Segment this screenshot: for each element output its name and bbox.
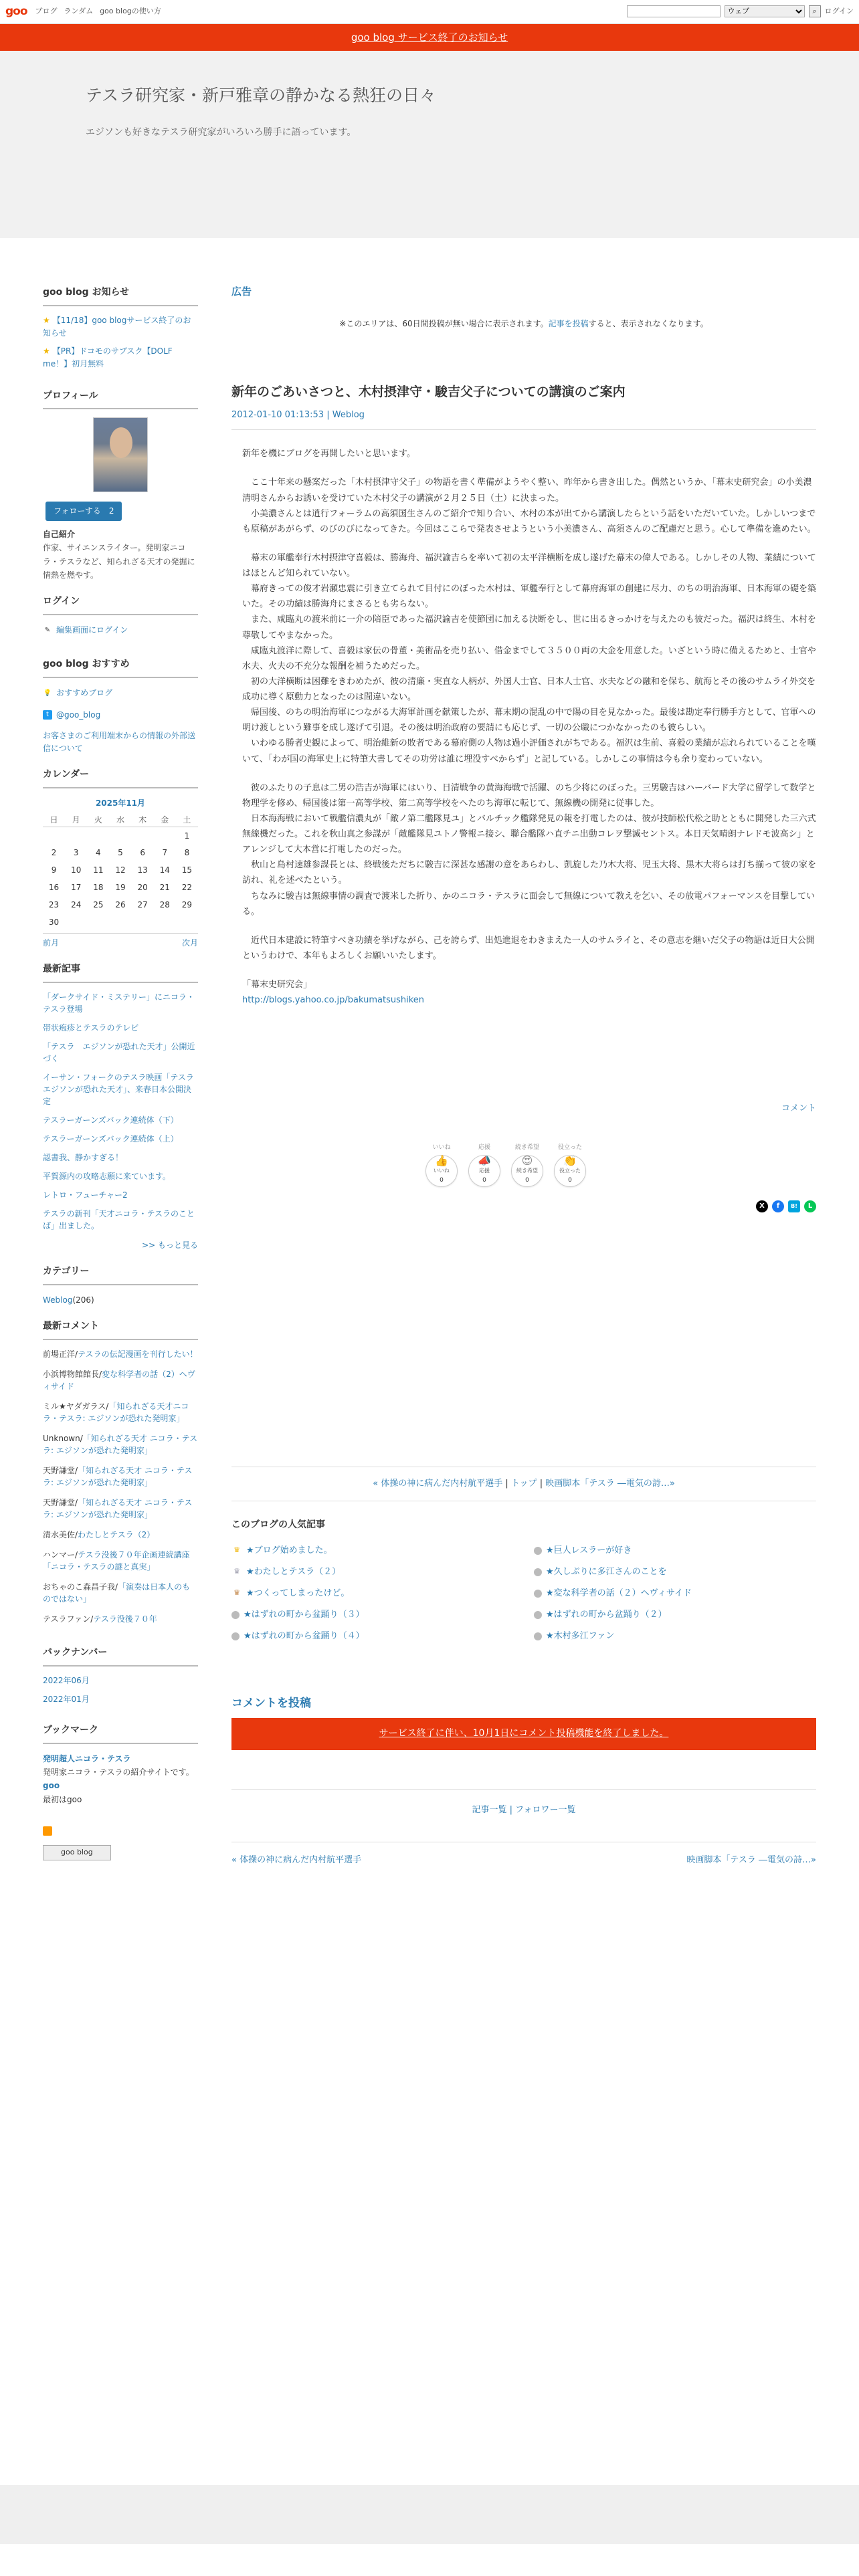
self-intro-label: 自己紹介 — [43, 529, 76, 539]
calendar-day: 1 — [184, 831, 190, 841]
edit-login-row[interactable] — [43, 623, 198, 637]
entry-body — [231, 446, 816, 1008]
calendar — [43, 796, 198, 950]
notices-heading: goo blog お知らせ — [43, 273, 198, 306]
login-heading: ログイン — [43, 582, 198, 615]
popular-entries — [231, 1540, 816, 1647]
bullet-icon — [534, 1632, 542, 1640]
search-icon[interactable]: ⌕ — [809, 5, 821, 17]
recent-entry-link[interactable]: テスラーガーンズバック連続体（上） — [43, 1134, 179, 1144]
x-share-icon[interactable]: X — [756, 1200, 768, 1212]
crown-icon: ♛ — [233, 1545, 240, 1555]
blog-header — [0, 51, 859, 238]
calendar-day: 27 — [137, 900, 148, 910]
recommend-heading: goo blog おすすめ — [43, 645, 198, 678]
calendar-day: 26 — [115, 900, 126, 910]
separator: / — [90, 1614, 94, 1624]
reaction-emoji-icon: 📣 — [478, 1154, 491, 1168]
calendar-day: 7 — [162, 848, 168, 858]
entry-meta: 2012-01-10 01:13:53 | Weblog — [231, 408, 816, 430]
calendar-day — [65, 827, 87, 845]
bullet-icon — [534, 1547, 542, 1555]
calendar-day — [87, 827, 109, 845]
category-heading: カテゴリー — [43, 1252, 198, 1285]
backnumber-link[interactable]: 2022年01月 — [43, 1694, 90, 1704]
blog-title[interactable]: テスラ研究家・新戸雅章の静かなる熱狂の日々 — [86, 86, 437, 105]
comment-author: 清水美佐 — [43, 1530, 76, 1540]
weekday-header: 金 — [154, 813, 176, 827]
entry-category[interactable]: Weblog — [332, 410, 365, 421]
comment-entry-link[interactable]: 「知られざる天才ニコラ・テスラ: エジソンが恐れた発明家」 — [43, 1402, 189, 1424]
reaction-circle[interactable] — [511, 1155, 543, 1187]
comment-entry-link[interactable]: 「知られざる天才 ニコラ・テスラ: エジソンが恐れた発明家」 — [43, 1434, 198, 1456]
entry-paragraph: 新年を機にブログを再開したいと思います。 — [242, 449, 415, 459]
comment-entry-link[interactable]: テスラ没後７０年企画連続講座「ニコラ・テスラの謎と真実」 — [43, 1550, 190, 1572]
popular-entry-link[interactable]: ★はずれの町から盆踊り（３） — [244, 1609, 365, 1620]
reaction-count: 0 — [440, 1176, 444, 1184]
comment-author: Unknown — [43, 1434, 80, 1444]
search-input[interactable] — [627, 5, 721, 17]
entry-list-links[interactable]: 記事一覧 | フォロワー一覧 — [231, 1789, 816, 1818]
reaction-emoji-icon: 👍 — [435, 1154, 448, 1168]
recommend-blog-link[interactable]: おすすめブログ — [56, 688, 113, 698]
comment-author: 小浜博物館館長 — [43, 1370, 100, 1380]
comment-item — [43, 1581, 198, 1605]
star-icon: ★ — [43, 315, 50, 325]
goo-logo[interactable]: goo — [5, 5, 27, 19]
separator: / — [75, 1550, 78, 1560]
popular-entry-link[interactable]: ★はずれの町から盆踊り（４） — [244, 1630, 365, 1641]
comment-item — [43, 1497, 198, 1521]
reaction-label: 役立った — [559, 1168, 581, 1174]
bullet-icon — [534, 1590, 542, 1598]
source-label: 「幕末史研究会」 — [242, 980, 312, 990]
comment-closed-notice[interactable]: サービス終了に伴い、10月1日にコメント投稿機能を終了しました。 — [231, 1718, 816, 1750]
calendar-day — [132, 914, 154, 932]
top-link-random[interactable]: ランダム — [64, 7, 94, 16]
reaction-button[interactable] — [511, 1143, 543, 1186]
calendar-day: 6 — [140, 848, 145, 858]
popular-entry-link[interactable]: ★木村多江ファン — [546, 1630, 615, 1641]
separator: / — [75, 1350, 78, 1360]
recent-entry-link[interactable]: テスラーガーンズバック連続体（下） — [43, 1115, 179, 1125]
calendar-day: 19 — [115, 883, 126, 893]
comment-entry-link[interactable]: テスラ没後７０年 — [93, 1614, 157, 1624]
popular-entry[interactable] — [231, 1540, 514, 1562]
goo-blog-twitter-link[interactable]: @goo_blog — [56, 710, 101, 720]
entry-paragraph: ここ十年来の懸案だった「木村摂津守父子」の物語を書く準備がようやく整い、昨年から書き出した。偶然というか、「幕末史研究会」の小美濃清明さんからお誘いを受けていた木村父子の講演が２月２５日（土）に決まった。 小美濃さんとは逍行フォーラムの高須国生さんのご紹介で知り合い、木村の本が出てから講演したらという話をいただいていた。しかしいつまでも原稿があがらず、のびのびになってきた。今回はここらで発表させようという小美濃さん、高須さんのご配慮だと思う。心して準備を進めたい。 — [242, 477, 816, 534]
reaction-buttons — [425, 1143, 816, 1186]
calendar-day: 15 — [181, 865, 193, 875]
reaction-label: いいね — [434, 1168, 450, 1174]
separator: / — [115, 1582, 118, 1592]
search-scope-select[interactable] — [725, 5, 805, 17]
comment-author: 天野謙堂 — [43, 1466, 76, 1476]
comment-author: おちゃのこ森昌子我 — [43, 1582, 116, 1592]
reaction-count: 0 — [525, 1176, 529, 1184]
top-navigation-bar — [0, 0, 859, 24]
popular-entry[interactable] — [231, 1583, 514, 1604]
page-footer — [0, 2485, 859, 2544]
reaction-caption: 続き希望 — [514, 1144, 539, 1152]
calendar-day: 29 — [181, 900, 193, 910]
recommend-blog-row[interactable] — [43, 686, 198, 700]
recent-entry-link[interactable]: 「ダークサイド・ミステリー」にニコラ・テスラ登場 — [43, 992, 195, 1014]
ad-notice: ※このエリアは、60日間投稿が無い場合に表示されます。記事を投稿すると、表示されなくなります。 — [339, 318, 708, 328]
popular-entry-link[interactable]: ★わたしとテスラ（２） — [246, 1566, 341, 1577]
backnumber-link[interactable]: 2022年06月 — [43, 1675, 90, 1685]
comment-item — [43, 1465, 198, 1489]
calendar-next-link[interactable]: 次月 — [181, 938, 198, 948]
edit-login-link[interactable]: 編集画面にログイン — [56, 625, 128, 635]
backnumber-heading: バックナンバー — [43, 1633, 198, 1667]
weekday-header: 木 — [132, 813, 154, 827]
calendar-day — [154, 827, 176, 845]
reaction-label: 応援 — [479, 1168, 490, 1174]
comment-entry-link[interactable]: 「知られざる天才 ニコラ・テスラ: エジソンが恐れた発明家」 — [43, 1466, 193, 1488]
calendar-day: 8 — [184, 848, 190, 858]
calendar-heading: カレンダー — [43, 755, 198, 788]
reaction-count: 0 — [568, 1176, 572, 1184]
entry-pager: « 体操の神に病んだ内村航平選手 | トップ | 映画脚本「テスラ ―電気の詩…» — [231, 1467, 816, 1501]
popular-entry[interactable] — [534, 1583, 816, 1604]
bottom-prev-link[interactable]: « 体操の神に病んだ内村航平選手 — [231, 1855, 362, 1866]
login-link[interactable]: ログイン — [824, 7, 854, 15]
popular-entry[interactable] — [534, 1604, 816, 1626]
facebook-share-icon[interactable]: f — [772, 1200, 784, 1212]
comment-author: ミル★ヤダガラス — [43, 1402, 106, 1412]
weekday-header: 火 — [87, 813, 109, 827]
separator: / — [80, 1434, 83, 1444]
reaction-circle[interactable] — [554, 1155, 586, 1187]
recent-entry-link[interactable]: イーサン・フォークのテスラ映画「テスラ エジソンが恐れた天才」、来春日本公開決定 — [43, 1072, 202, 1106]
calendar-day — [109, 827, 131, 845]
popular-entry-link[interactable]: ★変な科学者の話（２）ヘヴィサイド — [546, 1588, 692, 1598]
recent-entry-link[interactable]: レトロ・フューチャー2 — [43, 1190, 128, 1200]
calendar-day — [43, 827, 65, 845]
comment-entry-link[interactable]: テスラの伝記漫画を刊行したい！ — [78, 1350, 198, 1360]
comment-item — [43, 1432, 198, 1457]
notices-list — [43, 314, 198, 371]
calendar-day — [65, 914, 87, 932]
entry-paragraph: 幕末の軍艦奉行木村摂津守喜毅は、勝海舟、福沢諭吉らを率いて初の太平洋横断を成し遂げた幕末の偉人である。しかしその人物、業績についてはほとんど知られていない。 幕府きっての俊才岩瀬忠震に引き立てられて目付にのぼった木村は、軍艦奉行として幕府海軍の創建に尽力、のちの明治海軍、日本海軍の礎を築いた。その功績は勝海舟にまさるとも劣らない。 また、咸臨丸の渡米前に一介の陪臣であった福沢諭吉を使節団に加える決断をし、世に出るきっかけを与えたのも彼だった。福沢は終生、木村を尊敬してやまなかった。 咸臨丸渡洋に際して、喜毅は家伝の骨董・美術品を売り払い、借金までして３５００両の大金を用意した。いざという時に備えるためと、士官や水夫、火夫の不充分な報酬を補うためだった。 初の大洋横断は困難をきわめたが、彼の清廉・実直な人柄が、外国人士官、日本人士官、水夫などの融和を保ち、航海とその後のサムライ外交を成功に導く原動力となったのは間違いない。 帰国後、のちの明治海軍につながる大海軍計画を献策したが、幕末期の混乱の中で陽の目を見なかった。最後は勘定奉行勝手方として、官軍への明け渡しという難事を成し遂げて引退。その後は明治政府の要請にも応じず、一切の公職につかなかったのも彼らしい。 いわゆる勝者史観によって、明治維新の敗者である幕府側の人物は過小評価されがちである。福沢は生前、喜毅の業績が忘れられていることを嘆いて、「わが国の海軍史上に特筆大書してその功労は誰に埋没すべからず」と記している。しかしこの事情は今も余り変わっていない。 — [242, 552, 817, 764]
bottom-next-link[interactable]: 映画脚本「テスラ ―電気の詩…» — [686, 1855, 816, 1866]
reaction-button[interactable] — [425, 1143, 458, 1186]
star-icon: ★ — [43, 346, 50, 356]
popular-entry-link[interactable]: ★つくってしまったけど。 — [246, 1588, 350, 1598]
weekday-header: 水 — [109, 813, 131, 827]
popular-entry-link[interactable]: ★久しぶりに多江さんのことを — [546, 1566, 667, 1577]
separator: / — [75, 1498, 78, 1508]
calendar-day: 14 — [159, 865, 170, 875]
calendar-day: 21 — [159, 883, 170, 893]
reaction-count: 0 — [482, 1176, 486, 1184]
comment-author: ハンマー — [43, 1550, 76, 1560]
rss-icon[interactable] — [43, 1826, 52, 1836]
crown-icon: ♛ — [233, 1567, 240, 1576]
popular-entry[interactable] — [231, 1626, 514, 1647]
blog-description: エジソンも好きなテスラ研究家がいろいろ勝手に語っています。 — [86, 126, 357, 138]
calendar-day: 17 — [71, 883, 82, 893]
popular-heading: このブログの人気記事 — [231, 1519, 325, 1530]
reaction-circle[interactable] — [425, 1155, 458, 1187]
calendar-day — [132, 827, 154, 845]
self-intro-text: 作家、サイエンスライター。発明家ニコラ・テスラなど、知られざる天才の発掘に情熱を燃やす。 — [43, 543, 195, 580]
comment-entry-link[interactable]: わたしとテスラ（2） — [78, 1530, 155, 1540]
backnumber-scrollbox[interactable] — [43, 1675, 198, 1711]
separator: / — [75, 1466, 78, 1476]
reaction-caption: 役立った — [557, 1144, 582, 1152]
comment-entry-link[interactable]: 「知られざる天才 ニコラ・テスラ: エジソンが恐れた発明家」 — [43, 1498, 193, 1520]
reaction-caption: 応援 — [478, 1144, 490, 1152]
recent-entries-list — [43, 991, 202, 1232]
weekday-header: 日 — [43, 813, 65, 827]
calendar-day: 18 — [93, 883, 104, 893]
top-link-blog[interactable]: ブログ — [35, 7, 58, 16]
profile-avatar[interactable] — [93, 417, 148, 492]
calendar-day — [87, 914, 109, 932]
calendar-day: 9 — [51, 865, 57, 875]
bullet-icon — [534, 1568, 542, 1576]
top-link[interactable]: トップ — [510, 1478, 537, 1489]
comments-heading: 最新コメント — [43, 1307, 198, 1340]
calendar-day: 30 — [48, 918, 60, 928]
popular-entry[interactable] — [534, 1562, 816, 1583]
popular-entry[interactable] — [534, 1540, 816, 1562]
calendar-day: 10 — [71, 865, 82, 875]
calendar-day: 22 — [181, 883, 193, 893]
calendar-day: 13 — [137, 865, 148, 875]
category-item[interactable]: Weblog(206) — [43, 1295, 94, 1305]
calendar-day: 12 — [115, 865, 126, 875]
comment-entry-link[interactable]: 変な科学者の話（2）ヘヴィサイド — [43, 1370, 195, 1392]
separator: / — [99, 1370, 102, 1380]
comment-entry-link[interactable]: 「演奏は日本人のものではない」 — [43, 1582, 191, 1604]
main-content — [231, 273, 816, 2485]
comment-author: 前場正洋 — [43, 1350, 76, 1360]
comment-author: テスラファン — [43, 1614, 91, 1624]
calendar-day — [154, 914, 176, 932]
post-article-link[interactable]: 記事を投稿 — [548, 318, 589, 328]
external-transmission-notice[interactable]: お客さまのご利用端末からの情報の外部送信について — [43, 731, 196, 754]
entry-title[interactable]: 新年のごあいさつと、木村摂津守・駿吉父子についての講演のご案内 — [231, 384, 626, 399]
calendar-day: 16 — [48, 883, 60, 893]
popular-entry-link[interactable]: ★はずれの町から盆踊り（２） — [546, 1609, 667, 1620]
bookmark-item — [43, 1752, 198, 1807]
calendar-day: 3 — [73, 848, 79, 858]
ad-heading: 広告 — [231, 286, 252, 298]
recent-heading: 最新記事 — [43, 950, 198, 983]
hatena-bookmark-icon[interactable]: B! — [788, 1200, 800, 1212]
bookmark-title[interactable]: goo — [43, 1781, 60, 1791]
popular-entry[interactable] — [231, 1562, 514, 1583]
comment-item — [43, 1400, 198, 1424]
comment-item — [43, 1368, 198, 1392]
bookmark-heading: ブックマーク — [43, 1711, 198, 1744]
comment-link[interactable]: コメント — [781, 1103, 816, 1114]
calendar-day: 25 — [93, 900, 104, 910]
recent-entry-link[interactable]: テスラの新刊「天才ニコラ・テスラのことば」出ました。 — [43, 1208, 195, 1230]
recent-entry-link[interactable]: 平賀源内の攻略志願に来ています。 — [43, 1171, 171, 1181]
more-link[interactable]: >> もっと見る — [142, 1240, 198, 1250]
top-search — [627, 5, 854, 18]
recent-entry-link[interactable]: 「テスラ エジソンが恐れた天才」公開近づく — [43, 1041, 195, 1063]
bullet-icon — [231, 1632, 240, 1640]
sidebar — [43, 273, 202, 2485]
calendar-day: 2 — [51, 848, 57, 858]
bullet-icon — [534, 1611, 542, 1619]
comment-author: 天野謙堂 — [43, 1498, 76, 1508]
entry-paragraph: 近代日本建設に特筆すべき功績を挙げながら、己を誇らず、出処進退をわきまえた一人のサムライと、その意志を継いだ父子の物語は近日大公開というわけで、本年もよろしくお願いいたします。 — [242, 935, 815, 961]
calendar-day: 28 — [159, 900, 170, 910]
pencil-icon: ✎ — [44, 626, 51, 634]
calendar-day: 20 — [137, 883, 148, 893]
separator: / — [106, 1402, 109, 1412]
calendar-day — [176, 914, 198, 932]
separator: / — [75, 1530, 78, 1540]
twitter-icon: t — [43, 710, 52, 720]
reaction-button[interactable] — [554, 1143, 586, 1186]
popular-entry-link[interactable]: ★巨人レスラーが好き — [546, 1545, 632, 1555]
reaction-emoji-icon: 👏 — [563, 1154, 577, 1168]
reaction-emoji-icon: 😍 — [521, 1154, 533, 1168]
comment-heading: コメントを投稿 — [231, 1696, 311, 1710]
weekday-header: 土 — [176, 813, 198, 827]
goo-blog-badge[interactable]: goo blog — [43, 1845, 111, 1860]
recent-entry-link[interactable]: 認書我、静かすぎる！ — [43, 1152, 124, 1162]
bookmark-desc: 発明家ニコラ・テスラの紹介サイトです。 — [43, 1767, 194, 1778]
comment-item — [43, 1613, 198, 1625]
recent-entry-link[interactable]: 帯状疱疹とテスラのテレビ — [43, 1023, 139, 1033]
weekday-header: 月 — [65, 813, 87, 827]
reaction-button[interactable] — [468, 1143, 500, 1186]
calendar-table — [43, 813, 198, 932]
calendar-day: 24 — [71, 900, 82, 910]
comment-item — [43, 1549, 198, 1573]
next-entry-link[interactable]: 映画脚本「テスラ ―電気の詩…» — [545, 1478, 675, 1489]
comment-item — [43, 1529, 198, 1541]
calendar-prev-link[interactable]: 前月 — [43, 938, 60, 948]
page-body — [0, 238, 859, 2485]
popular-entry[interactable] — [231, 1604, 514, 1626]
entry-date[interactable]: 2012-01-10 01:13:53 — [231, 410, 324, 421]
comment-item — [43, 1348, 198, 1360]
lightbulb-icon: 💡 — [43, 689, 52, 697]
bookmark-title[interactable]: 発明超人ニコラ・テスラ — [43, 1753, 131, 1763]
entry-paragraph: 彼のふたりの子息は二男の浩吉が海軍にはいり、日清戦争の黄海海戦で活躍、のち少将にのぼった。三男駿吉はハーバード大学に留学して数学と物理学を修め、帰国後は第一高等学校、第二高等学校をへたのち海軍に転じて、無線機の開発に従事した。 日本海海戦において戦艦信濃丸が「敵ノ第二艦隊見ユ」とバルチック艦隊発見の報を打電したのは、彼が技師松代松之助とともに開発した三六式無線機だった。これを秋山真之参謀が「敵艦隊見ユトノ警報ニ接シ、聯合艦隊ハ直チニ出動コレヲ撃滅セントス。本日天気晴朗ナレドモ波高シ」とアレンジして大本営に打電したのだった。 秋山と島村速雄参謀長とは、終戦後ただちに駿吉に深甚な感謝の意をあらわし、凱旋した乃木大将、児玉大将、黒木大将らは打ち揃って彼の家を訪れ、礼を述べたという。 ちなみに駿吉は無線事情の調査で渡米した折り、かのニコラ・テスラに面会して無線について教えを乞い、その放電パフォーマンスを目撃している。 — [242, 782, 817, 917]
popular-entry[interactable] — [534, 1626, 816, 1647]
notice-item[interactable]: ★ 【11/18】goo blogサービス終了のお知らせ — [43, 315, 191, 338]
calendar-day — [109, 914, 131, 932]
crown-icon: ♛ — [233, 1588, 240, 1598]
notice-item[interactable]: ★ 【PR】ドコモのサブスク【DOLF me！】初月無料 — [43, 346, 173, 369]
goo-blog-twitter-row[interactable] — [43, 708, 198, 722]
recent-comments-list — [43, 1348, 198, 1625]
calendar-month: 2025年11月 — [95, 798, 146, 809]
prev-entry-link[interactable]: « 体操の神に病んだ内村航平選手 — [373, 1478, 503, 1489]
popular-entry-link[interactable]: ★ブログ始めました。 — [246, 1545, 332, 1555]
reaction-caption: いいね — [432, 1144, 451, 1152]
bottom-navigation — [231, 1842, 816, 1868]
bookmark-desc: 最初はgoo — [43, 1794, 82, 1804]
calendar-day: 23 — [48, 900, 60, 910]
reaction-circle[interactable] — [468, 1155, 500, 1187]
bullet-icon — [231, 1611, 240, 1619]
follow-button[interactable]: フォローする 2 — [45, 502, 122, 520]
share-buttons — [231, 1200, 816, 1212]
calendar-day: 4 — [96, 848, 101, 858]
backnumber-list — [43, 1675, 198, 1711]
source-url-link[interactable]: http://blogs.yahoo.co.jp/bakumatsushiken — [242, 995, 425, 1006]
calendar-day: 11 — [93, 865, 104, 875]
service-end-banner[interactable]: goo blog サービス終了のお知らせ — [0, 24, 859, 51]
profile-heading: プロフィール — [43, 377, 198, 410]
line-share-icon[interactable]: L — [804, 1200, 816, 1212]
top-link-howto[interactable]: goo blogの使い方 — [100, 7, 161, 16]
calendar-day: 5 — [118, 848, 123, 858]
reaction-label: 続き希望 — [516, 1168, 538, 1174]
calendar-nav — [43, 933, 198, 950]
